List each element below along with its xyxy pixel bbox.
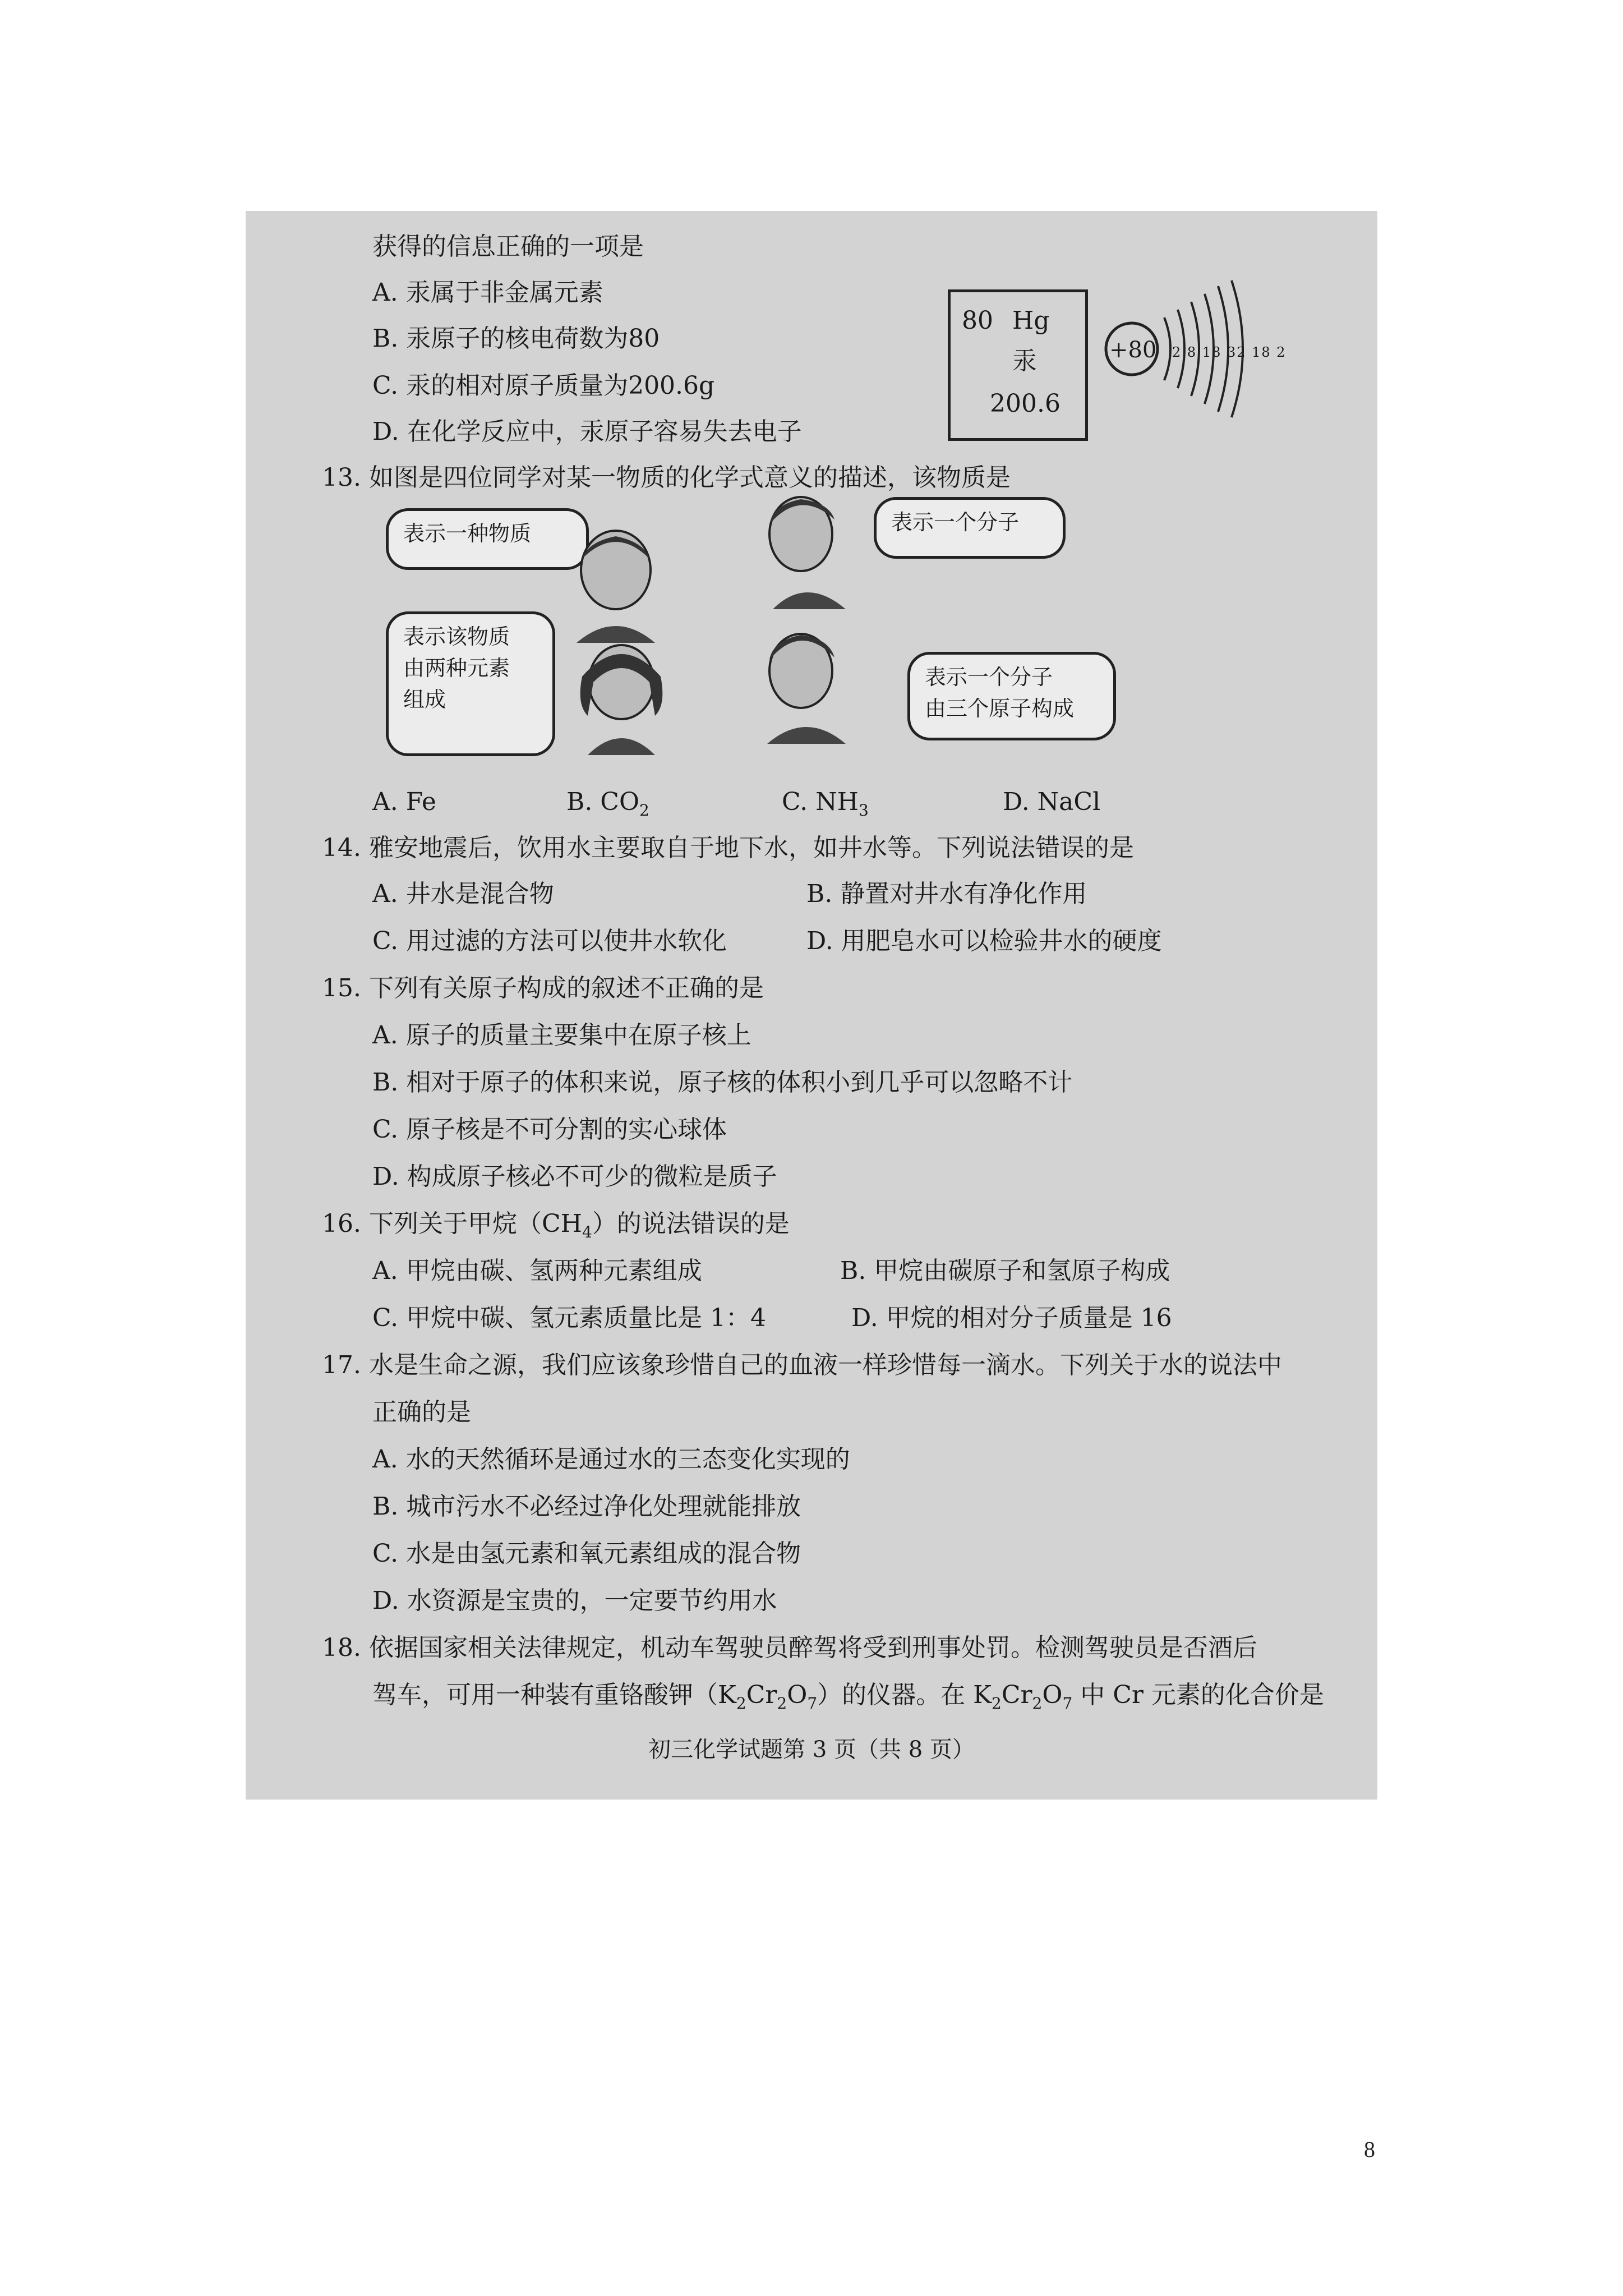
page-footer: 初三化学试题第 3 页（共 8 页） [648, 1737, 975, 1763]
q12-intro: 获得的信息正确的一项是 [372, 232, 644, 261]
q14-option-b: B. 静置对井水有净化作用 [806, 880, 1087, 908]
element-card [948, 289, 1088, 441]
q13-option-b: B. $CO_2$ [566, 788, 649, 820]
student-figure-4 [750, 626, 863, 744]
q16-option-c: C. 甲烷中碳、氢元素质量比是 1：4 [372, 1304, 767, 1332]
element-number: 80 [962, 306, 993, 335]
bubble-4-line-1: 表示一个分子 [925, 665, 1053, 689]
bubble-3-line-2: 由两种元素 [403, 656, 510, 680]
q13-option-a: A. Fe [372, 788, 436, 816]
q13-stem: 13. 如图是四位同学对某一物质的化学式意义的描述，该物质是 [322, 463, 1011, 492]
bubble-1-text: 表示一种物质 [403, 521, 532, 546]
scanned-exam-photo [246, 211, 1377, 1800]
q15-option-c: C. 原子核是不可分割的实心球体 [372, 1115, 727, 1144]
q14-stem: 14. 雅安地震后，饮用水主要取自于地下水，如井水等。下列说法错误的是 [322, 834, 1134, 862]
element-symbol: Hg [1012, 306, 1050, 335]
speech-bubble-3 [386, 611, 555, 756]
q14-option-a: A. 井水是混合物 [372, 880, 554, 908]
q17-option-c: C. 水是由氢元素和氧元素组成的混合物 [372, 1539, 801, 1568]
element-mass: 200.6 [990, 389, 1061, 418]
page-number: 8 [1364, 2137, 1375, 2162]
bubble-4-line-2: 由三个原子构成 [925, 696, 1075, 721]
q14-option-d: D. 用肥皂水可以检验井水的硬度 [806, 927, 1162, 955]
q12-option-d: D. 在化学反应中，汞原子容易失去电子 [372, 417, 802, 446]
speech-bubble-4 [907, 652, 1116, 740]
q15-stem: 15. 下列有关原子构成的叙述不正确的是 [322, 974, 764, 1002]
student-figure-1 [560, 525, 672, 643]
student-figure-3 [565, 637, 677, 755]
q15-option-d: D. 构成原子核必不可少的微粒是质子 [372, 1162, 777, 1191]
q12-option-c: C. 汞的相对原子质量为200.6g [372, 371, 715, 400]
q14-option-c: C. 用过滤的方法可以使井水软化 [372, 927, 727, 955]
q16-option-b: B. 甲烷由碳原子和氢原子构成 [840, 1257, 1170, 1285]
bubble-3-line-3: 组成 [403, 687, 446, 712]
q15-option-a: A. 原子的质量主要集中在原子核上 [372, 1021, 751, 1050]
shell-electrons: 2 8 18 32 18 2 [1172, 344, 1287, 360]
bubble-3-line-1: 表示该物质 [403, 624, 510, 649]
student-figure-2 [750, 491, 863, 609]
q17-stem-line-2: 正确的是 [372, 1398, 471, 1427]
q17-option-b: B. 城市污水不必经过净化处理就能排放 [372, 1492, 801, 1521]
element-name: 汞 [1012, 347, 1037, 375]
q12-option-b: B. 汞原子的核电荷数为80 [372, 324, 660, 353]
nucleus-charge: +80 [1109, 337, 1157, 363]
q16-option-a: A. 甲烷由碳、氢两种元素组成 [372, 1257, 702, 1285]
q12-option-a: A. 汞属于非金属元素 [372, 278, 603, 307]
speech-bubble-2 [874, 497, 1066, 559]
q13-option-c: C. $NH_3$ [782, 788, 869, 820]
q15-option-b: B. 相对于原子的体积来说，原子核的体积小到几乎可以忽略不计 [372, 1068, 1073, 1097]
q17-option-d: D. 水资源是宝贵的，一定要节约用水 [372, 1586, 777, 1615]
bubble-2-text: 表示一个分子 [891, 510, 1020, 535]
q16-option-d: D. 甲烷的相对分子质量是 16 [851, 1304, 1172, 1332]
q13-option-d: D. NaCl [1003, 788, 1101, 816]
q17-option-a: A. 水的天然循环是通过水的三态变化实现的 [372, 1445, 850, 1474]
q16-stem: 16. 下列关于甲烷$(CH_4)$的说法错误的是 [322, 1209, 790, 1241]
speech-bubble-1 [386, 508, 589, 570]
q18-stem-line-2: 驾车，可用一种装有重铬酸钾$(K_2Cr_2O_7)$的仪器。在 $K_2Cr_2O_7$ 中 Cr 元素的化合价是 [372, 1681, 1324, 1713]
q18-stem-line-1: 18. 依据国家相关法律规定，机动车驾驶员醉驾将受到刑事处罚。检测驾驶员是否酒后 [322, 1634, 1257, 1662]
q17-stem-line-1: 17. 水是生命之源，我们应该象珍惜自己的血液一样珍惜每一滴水。下列关于水的说法中 [322, 1351, 1282, 1379]
